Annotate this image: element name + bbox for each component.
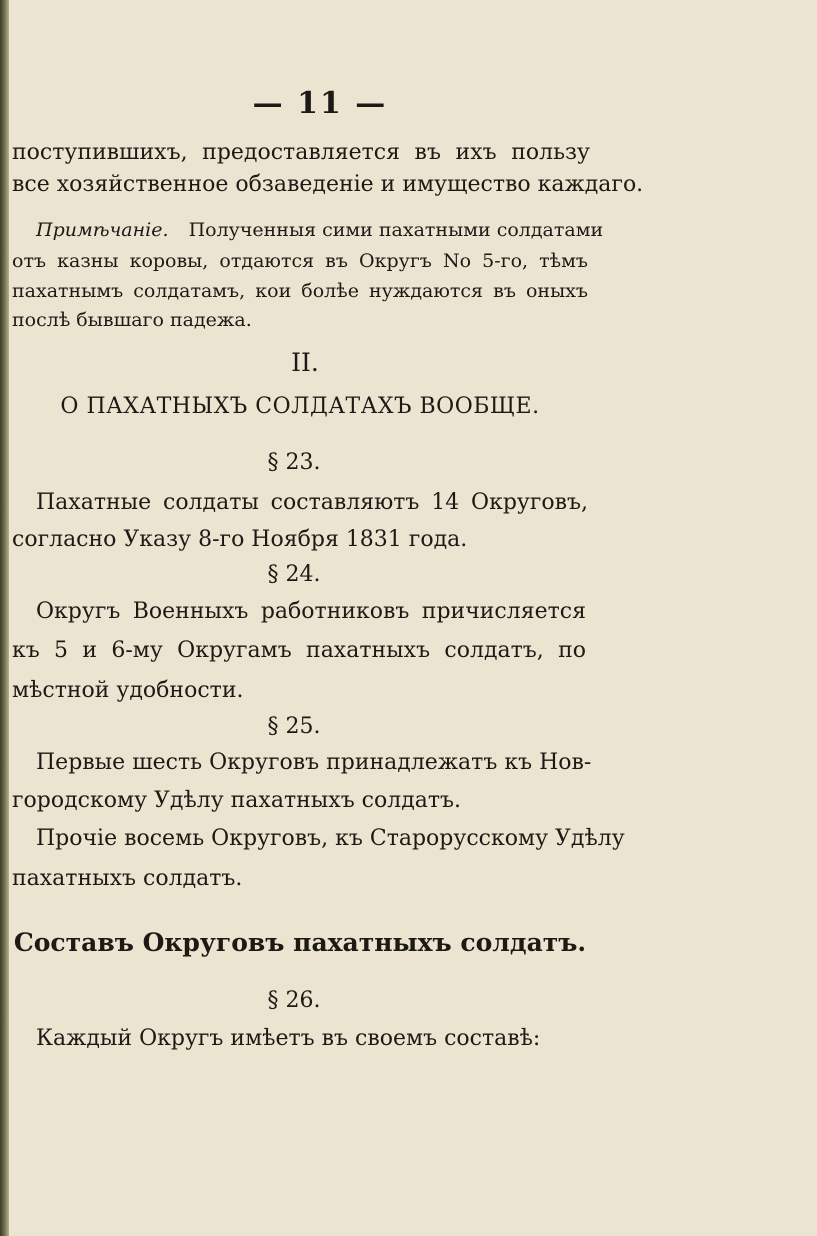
- paragraph-mark-26: § 26.: [267, 988, 321, 1013]
- paragraph-24-line-3: мѣстной удобности.: [12, 678, 244, 703]
- paragraph-25-line-4: пахатныхъ солдатъ.: [12, 866, 243, 891]
- note-line-3: пахатнымъ солдатамъ, кои болѣе нуждаются въ оныхъ: [12, 280, 588, 302]
- paragraph-23-line-1: Пахатные солдаты составляютъ 14 Округовъ,: [36, 490, 588, 515]
- note-line-1: [36, 217, 604, 243]
- note-text: Полученныя сими пахатными солдатами: [188, 219, 604, 241]
- paragraph-25-line-1: Первые шесть Округовъ принадлежатъ къ Нов-: [36, 750, 592, 775]
- paragraph-25-line-3: Прочіе восемь Округовъ, къ Старорусскому Удѣлу: [36, 826, 625, 851]
- section-2-heading: Составъ Округовъ пахатныхъ солдатъ.: [13, 928, 587, 957]
- page-binding-edge: [0, 0, 9, 1236]
- continuation-line-1: поступившихъ, предоставляется въ ихъ пользу: [12, 140, 590, 165]
- paragraph-24-line-2: къ 5 и 6-му Округамъ пахатныхъ солдатъ, по: [12, 638, 586, 663]
- paragraph-24-line-1: Округъ Военныхъ работниковъ причисляется: [36, 599, 586, 624]
- paragraph-23-line-2: согласно Указу 8-го Ноября 1831 года.: [12, 527, 468, 552]
- paragraph-26-line-1: Каждый Округъ имѣетъ въ своемъ составѣ:: [36, 1026, 541, 1051]
- paragraph-mark-25: § 25.: [267, 714, 321, 739]
- note-line-4: послѣ бывшаго падежа.: [12, 309, 252, 331]
- paragraph-25-line-2: городскому Удѣлу пахатныхъ солдатъ.: [12, 788, 462, 813]
- section-heading: О ПАХАТНЫХЪ СОЛДАТАХЪ ВООБЩЕ.: [60, 394, 540, 419]
- paragraph-mark-23: § 23.: [267, 450, 321, 475]
- note-label: Примѣчаніе.: [36, 219, 169, 241]
- note-line-2: отъ казны коровы, отдаются въ Округъ No 5-го, тѣмъ: [12, 250, 588, 272]
- continuation-line-2: все хозяйственное обзаведеніе и имущество каждаго.: [12, 172, 644, 197]
- section-numeral: II.: [291, 348, 319, 377]
- page-number: — 11 —: [252, 86, 388, 121]
- paragraph-mark-24: § 24.: [267, 562, 321, 587]
